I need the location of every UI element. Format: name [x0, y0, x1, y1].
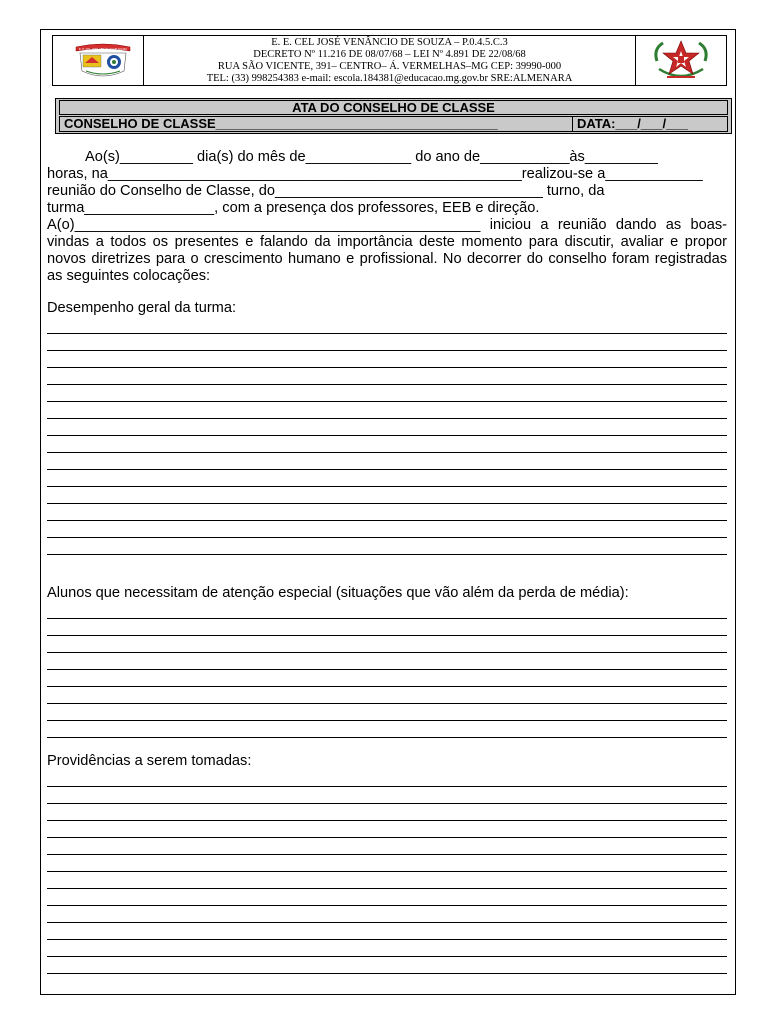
writing-line	[47, 453, 727, 470]
date-label: DATA:___/___/___	[572, 117, 688, 131]
writing-line	[47, 821, 727, 838]
intro-paragraph	[47, 149, 727, 285]
council-label: CONSELHO DE CLASSE_______________________________________	[64, 116, 498, 131]
intro-line-3: reunião do Conselho de Classe, do_________________________________ turno, da	[47, 183, 605, 199]
writing-line	[47, 521, 727, 538]
writing-line	[47, 804, 727, 821]
writing-line	[47, 653, 727, 670]
writing-line	[47, 317, 727, 334]
school-decree: DECRETO Nº 11.216 DE 08/07/68 – LEI Nº 4.891 DE 22/08/68	[253, 49, 526, 60]
council-row	[59, 116, 728, 132]
writing-line	[47, 368, 727, 385]
school-contact: TEL: (33) 998254383 e-mail: escola.184381@educacao.mg.gov.br SRE:ALMENARA	[206, 73, 573, 84]
writing-line	[47, 855, 727, 872]
writing-line	[47, 704, 727, 721]
providencias-writing-lines	[47, 770, 727, 974]
writing-line	[47, 402, 727, 419]
writing-line	[47, 419, 727, 436]
alunos-writing-lines	[47, 602, 727, 738]
writing-line	[47, 770, 727, 787]
desempenho-writing-lines	[47, 317, 727, 555]
writing-line	[47, 504, 727, 521]
writing-line	[47, 636, 727, 653]
writing-line	[47, 670, 727, 687]
writing-line	[47, 334, 727, 351]
section-desempenho-label: Desempenho geral da turma:	[47, 300, 237, 316]
letterhead	[52, 35, 727, 86]
writing-line	[47, 787, 727, 804]
intro-line-5: A(o)__________________________________________________ iniciou a reunião dando as boas-vindas a todos os presentes e falando da importância deste momento para discutir, avaliar e propor novos diretrizes para o crescimento humano e profissional. No decorrer do conselho foram registradas as seguintes colocações:	[47, 217, 727, 284]
writing-line	[47, 872, 727, 889]
writing-line	[47, 838, 727, 855]
ata-header-table	[55, 98, 732, 134]
ata-title: ATA DO CONSELHO DE CLASSE	[59, 100, 728, 115]
writing-line	[47, 602, 727, 619]
school-logo-text: E. E. CEL. JOSÉ VENÂNCIO DE SOUZA	[78, 48, 128, 51]
writing-line	[47, 470, 727, 487]
state-crest-cell	[635, 36, 726, 85]
writing-line	[47, 619, 727, 636]
writing-line	[47, 351, 727, 368]
school-name: E. E. CEL JOSÉ VENÂNCIO DE SOUZA – P.0.4.5.C.3	[271, 37, 508, 48]
writing-line	[47, 487, 727, 504]
intro-line-2: horas, na___________________________________________________realizou-se a____________	[47, 166, 703, 182]
section-alunos-label: Alunos que necessitam de atenção especial (situações que vão além da perda de média):	[47, 585, 629, 601]
school-address: RUA SÃO VICENTE, 391– CENTRO– Á. VERMELHAS–MG CEP: 39990-000	[217, 61, 562, 72]
intro-line-1: Ao(s)_________ dia(s) do mês de_____________ do ano de___________às_________	[85, 149, 658, 165]
writing-line	[47, 721, 727, 738]
intro-line-4: turma________________, com a presença dos professores, EEB e direção.	[47, 200, 540, 216]
writing-line	[47, 385, 727, 402]
writing-line	[47, 889, 727, 906]
school-info	[143, 37, 636, 85]
writing-line	[47, 436, 727, 453]
writing-line	[47, 923, 727, 940]
writing-line	[47, 906, 727, 923]
school-logo-icon	[74, 41, 132, 81]
document-page	[40, 29, 736, 995]
writing-line	[47, 957, 727, 974]
writing-line	[47, 940, 727, 957]
writing-line	[47, 687, 727, 704]
school-logo-cell	[53, 36, 144, 85]
writing-line	[47, 538, 727, 555]
section-providencias-label: Providências a serem tomadas:	[47, 753, 252, 769]
state-crest-icon	[647, 39, 715, 83]
